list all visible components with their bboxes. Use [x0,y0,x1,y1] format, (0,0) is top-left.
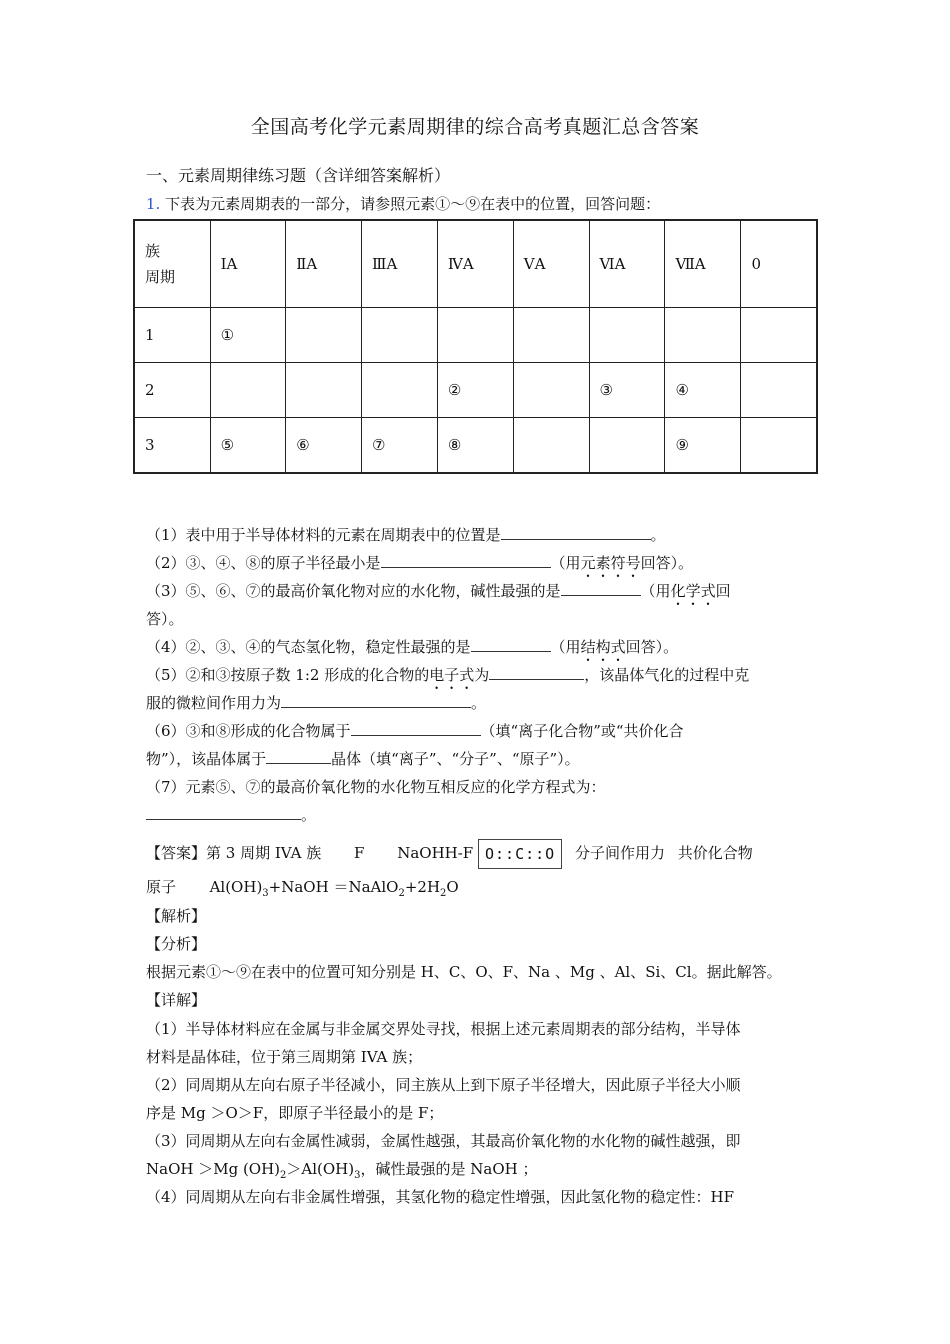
answer-line-2 [146,877,814,897]
answer-7: 原子 [146,878,177,896]
subquestion-5-cont: 服的微粒间作用力为 。 [146,694,487,712]
answer-blank [501,525,651,540]
table-cell [286,308,362,363]
answer-4: H-F [444,844,474,862]
subquestion-1: （1）表中用于半导体材料的元素在周期表中的位置是 。 [146,526,666,544]
document-title: 全国高考化学元素周期律的综合高考真题汇总含答案 [250,116,700,138]
detail-1a: （1）半导体材料应在金属与非金属交界处寻找，根据上述元素周期表的部分结构，半导体 [146,1020,741,1038]
answer-blank [381,553,551,568]
subquestion-7: （7）元素⑤、⑦的最高价氧化物的水化物互相反应的化学方程式为： [146,778,606,796]
question-prompt [146,194,814,214]
subquestion-6-cont: 物”），该晶体属于 晶体（填“离子”、“分子”、“原子”）。 [146,750,580,768]
table-cell [513,308,589,363]
detail-4a: （4）同周期从左向右非金属性增强，其氢化物的稳定性增强，因此氢化物的稳定性：HF [146,1188,735,1206]
detail-2a: （2）同周期从左向右原子半径减小，同主族从上到下原子半径增大，因此原子半径大小顺 [146,1076,741,1094]
answer-blank [471,637,551,652]
table-cell: ③ [589,363,665,418]
group-header: ⅤA [513,220,589,308]
question-number: 1. [146,195,161,213]
table-cell: ⑧ [437,418,513,474]
answer-3: NaOH [397,844,445,862]
group-header: ⅢA [362,220,438,308]
answer-2: F [354,844,365,862]
subquestion-3-cont: 答）。 [146,610,184,628]
corner-group-label: 族 [145,242,161,260]
table-cell: ⑦ [362,418,438,474]
table-cell: ④ [665,363,741,418]
table-row [134,308,817,363]
table-cell: ⑤ [210,418,286,474]
group-header: ⅠA [210,220,286,308]
answer-6: 共价化合物 [677,844,753,862]
subquestion-4: （4）②、③、④的气态氢化物，稳定性最强的是 （用结构式回答）。 [146,638,679,656]
group-header: ⅥA [589,220,665,308]
group-header: ⅡA [286,220,362,308]
period-label: 1 [134,308,210,363]
corner-period-label: 周期 [145,268,176,286]
table-cell [437,308,513,363]
subquestion-5: （5）②和③按原子数 1:2 形成的化合物的电子式为 ，该晶体气化的过程中克 [146,666,750,684]
xiangjie-label: 【详解】 [146,991,207,1009]
table-cell [589,418,665,474]
answer-5: 分子间作用力 [575,844,666,862]
fenxi-label: 【分析】 [146,935,207,953]
group-header: ⅦA [665,220,741,308]
jiexi-label: 【解析】 [146,907,207,925]
answer-label: 【答案】 [146,844,207,862]
table-cell [513,418,589,474]
table-header-row [134,220,817,308]
detail-3a: （3）同周期从左向右金属性减弱，金属性越强，其最高价氧化物的水化物的碱性越强，即 [146,1132,741,1150]
table-cell [741,308,817,363]
answer-line [146,838,814,870]
table-cell [362,308,438,363]
detail-1b: 材料是晶体硅，位于第三周期第 IVA 族； [146,1048,423,1066]
table-row [134,418,817,474]
section-heading: 一、元素周期律练习题（含详细答案解析） [146,166,451,185]
answer-blank [266,749,331,764]
group-header: ⅣA [437,220,513,308]
answer-blank [146,805,301,820]
subquestion-2: （2）③、④、⑧的原子半径最小是 （用元素符号回答）。 [146,554,694,572]
table-cell: ⑨ [665,418,741,474]
fenxi-text: 根据元素①～⑨在表中的位置可知分别是 H、C、O、F、Na 、Mg 、Al、Si、Cl。据此解答。 [146,963,782,981]
subquestion-7-cont: 。 [146,805,814,825]
electron-formula-box: O::C::O [478,839,562,869]
subquestion-6: （6）③和⑧形成的化合物属于 （填“离子化合物”或“共价化合 [146,722,684,740]
answer-1: 第 3 周期 IVA 族 [206,844,322,862]
table-cell: ⑥ [286,418,362,474]
question-text: 下表为元素周期表的一部分，请参照元素①～⑨在表中的位置，回答问题： [165,195,661,213]
table-cell [665,308,741,363]
table-cell [286,363,362,418]
table-corner-cell [134,220,210,308]
table-cell [589,308,665,363]
table-cell [741,363,817,418]
answer-equation: $Al(OH)_3+NaOH$ $=NaAlO_2+2H_2O$ [209,878,459,899]
detail-2b: 序是 Mg ＞O＞F，即原子半径最小的是 F； [146,1104,444,1122]
table-cell: ② [437,363,513,418]
table-cell [513,363,589,418]
subquestion-3: （3）⑤、⑥、⑦的最高价氧化物对应的水化物，碱性最强的是 （用化学式回 [146,582,731,600]
table-cell [741,418,817,474]
table-cell [210,363,286,418]
table-cell [362,363,438,418]
answer-blank [351,721,481,736]
detail-3b: NaOH ＞Mg $(OH)_2>Al(OH)_3$，碱性最强的是 NaOH ； [146,1160,538,1181]
period-label: 2 [134,363,210,418]
answer-blank [489,665,584,680]
group-header: 0 [741,220,817,308]
period-label: 3 [134,418,210,474]
table-cell: ① [210,308,286,363]
answer-blank [281,693,471,708]
table-row [134,363,817,418]
periodic-table [133,219,818,474]
answer-blank [561,581,641,596]
